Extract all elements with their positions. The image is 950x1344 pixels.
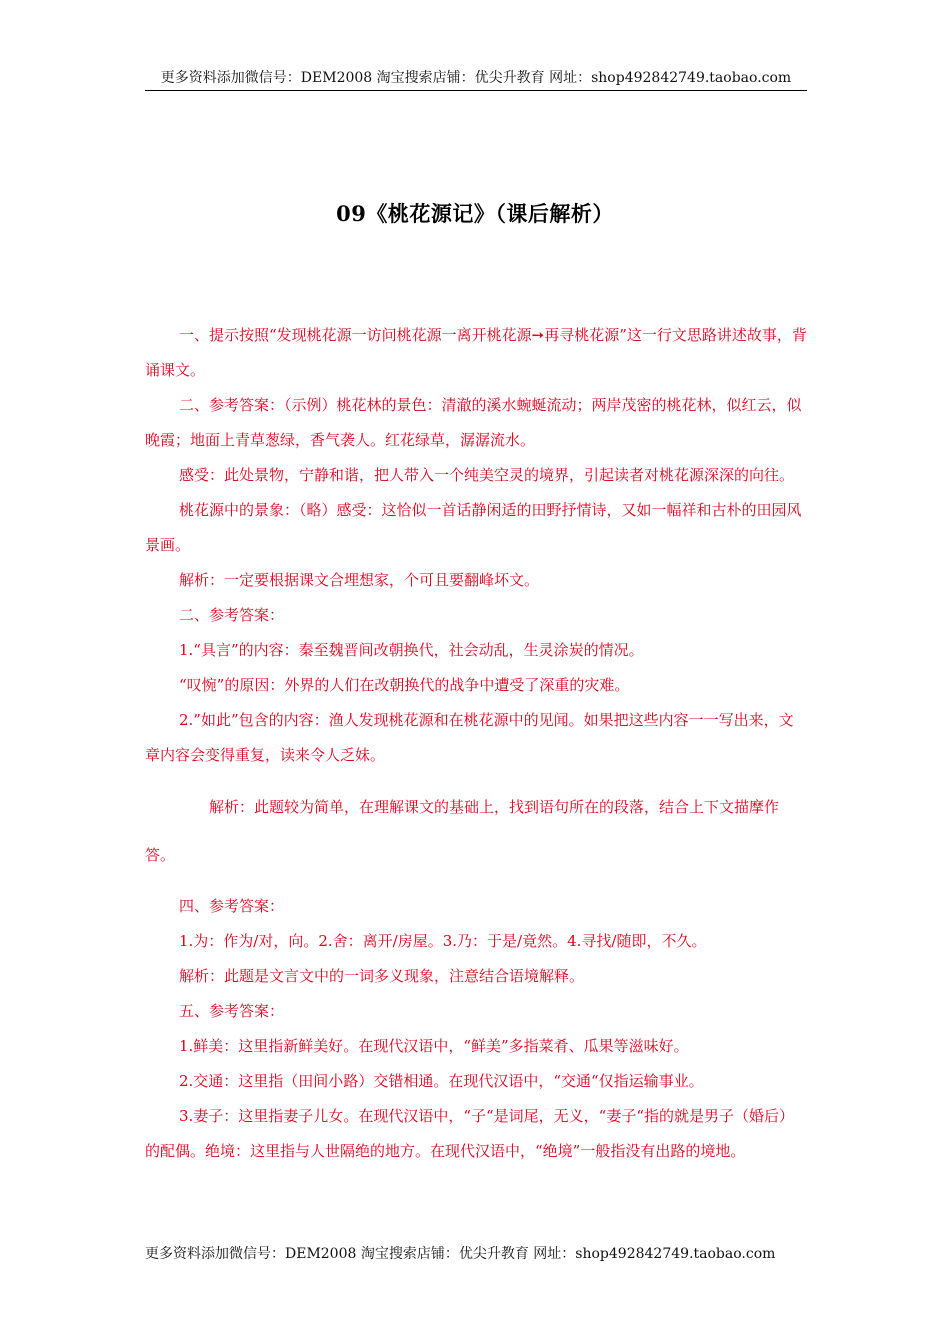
answer-section-2: 二、参考答案：（示例）桃花林的景色：清澈的溪水蜿蜒流动；两岸茂密的桃花林，似红云，似晚霞；地面上青草葱绿，香气袭人。红花绿草，潺潺流水。 (145, 396, 802, 449)
analysis-paragraph: 解析：一定要根据课文合埋想家，个可且要翻峰坏文。 (179, 571, 540, 589)
page-footer: 更多资料添加微信号：DEM2008 淘宝搜索店铺：优尖升教育 网址：shop492842749.taobao.com (145, 1246, 776, 1262)
answer-section-4-heading: 四、参考答案： (179, 897, 285, 915)
answer-section-1: 一、提示按照“发现桃花源一访问桃花源一离开桃花源➙再寻桃花源”这一行文思路讲述故事，背诵课文。 (145, 326, 807, 379)
answer-item: “叹惋”的原因：外界的人们在改朝换代的战争中遭受了深重的灾难。 (179, 676, 630, 694)
scene-paragraph: 桃花源中的景象：（略）感受：这恰似一首话静闲适的田野抒情诗，又如一幅祥和古朴的田园风景画。 (145, 501, 802, 554)
document-title: 09《桃花源记》（课后解析） (336, 201, 614, 226)
answer-item: 2.”如此”包含的内容：渔人发现桃花源和在桃花源中的见闻。如果把这些内容一一写出来，文章内容会变得重复，读来令人乏妹。 (145, 711, 794, 764)
answer-item: 1.为：作为/对，向。2.舍：离开/房屋。3.乃：于是/竟然。4.寻找/随即，不久。 (179, 932, 707, 950)
page-header: 更多资料添加微信号：DEM2008 淘宝搜索店铺：优尖升教育 网址：shop492842749.taobao.com (145, 68, 807, 91)
feeling-paragraph: 感受：此处景物，宁静和谐，把人带入一个纯美空灵的境界，引起读者对桃花源深深的向往。 (179, 466, 795, 484)
answer-item: 2.交通：这里指（田间小路）交错相通。在现代汉语中，“交通“仅指运输事业。 (179, 1072, 704, 1090)
answer-item: 3.妻子：这里指妻子儿女。在现代汉语中，“子“是词尾，无义，“妻子“指的就是男子（婚后）的配偶。绝境：这里指与人世隔绝的地方。在现代汉语中，“绝境”一般指没有出路的境地。 (145, 1107, 794, 1160)
analysis-paragraph: 解析：此题是文言文中的一词多义现象，注意结合语境解释。 (179, 967, 585, 985)
analysis-paragraph: 解析：此题较为简单，在理解课文的基础上，找到语句所在的段落，结合上下文描摩作答。 (145, 798, 780, 864)
answer-item: 1.“具言”的内容：秦至魏晋间改朝换代，社会动乱，生灵涂炭的情况。 (179, 641, 644, 659)
answer-section-5-heading: 五、参考答案： (179, 1002, 285, 1020)
answer-item: 1.鲜美：这里指新鲜美好。在现代汉语中，“鲜美”多指菜肴、瓜果等滋味好。 (179, 1037, 689, 1055)
answer-body (145, 318, 807, 1169)
answer-section-3-heading: 二、参考答案： (179, 606, 285, 624)
